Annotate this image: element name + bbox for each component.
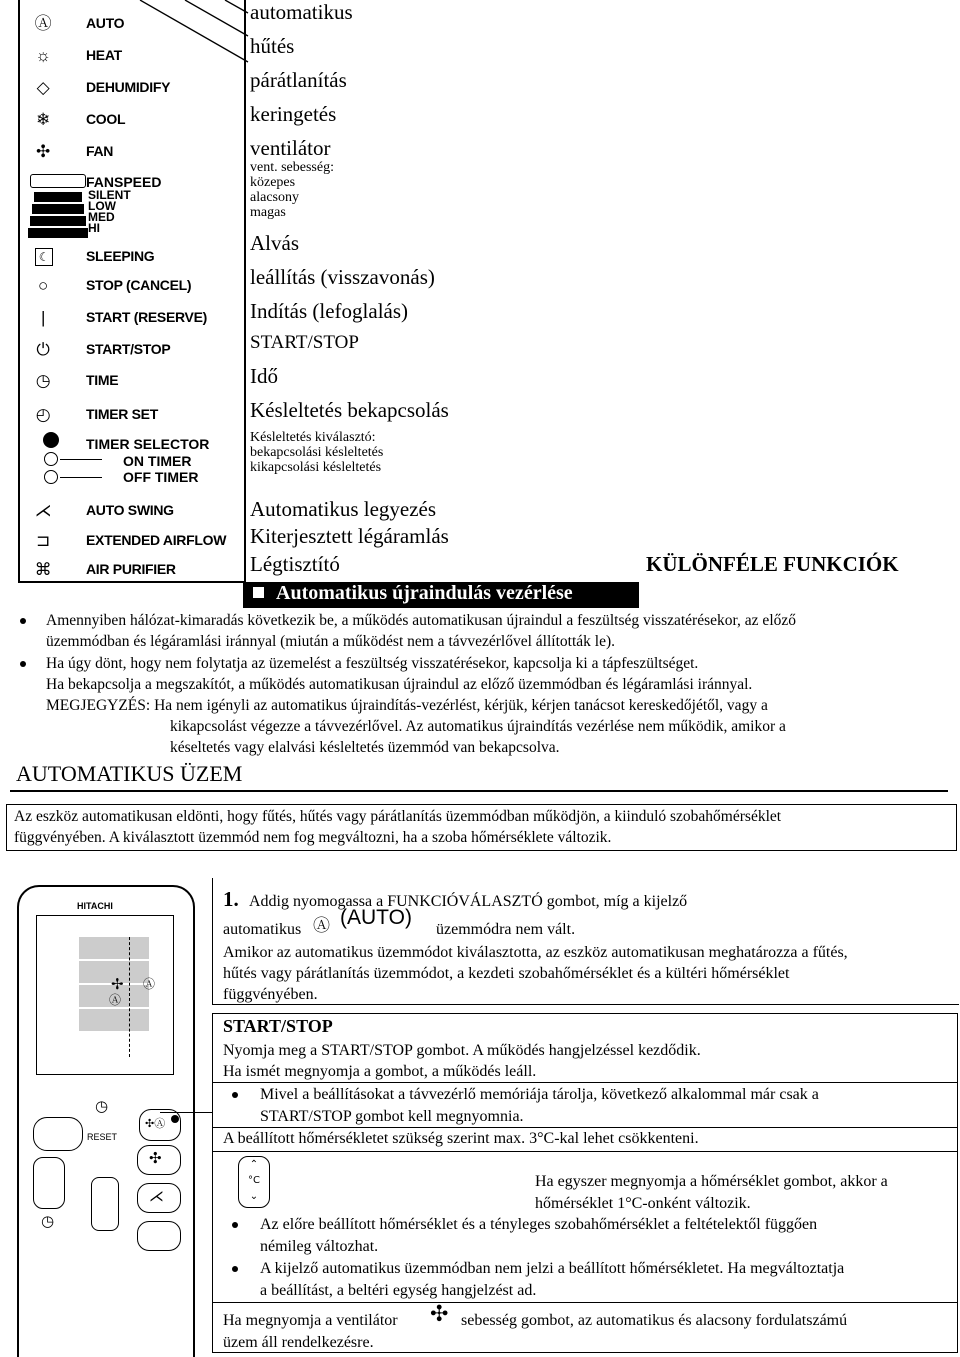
step1-l2b: üzemmódra nem vált. (436, 921, 576, 938)
restart-note-l3: késeltetés vagy elalvási késleltetés üzemmód van bekapcsolva. (170, 739, 560, 756)
legend-row-time: ◷ TIME (20, 369, 244, 393)
time-icon: ◷ (35, 371, 51, 391)
restart-title: Automatikus újraindulás vezérlése (276, 582, 573, 604)
legend-row-auto: Ⓐ AUTO (20, 12, 244, 36)
legend-row-autoswing: ⋌ AUTO SWING (20, 499, 244, 523)
ss-b3-l2: a beállítást, a beltéri egység hangjelzést ad. (260, 1282, 537, 1299)
timer-set-icon: ◴ (35, 405, 51, 425)
hu-auto: automatikus (250, 0, 353, 24)
legend-row-start: | START (RESERVE) (20, 306, 244, 330)
legend-row-timerset: ◴ TIMER SET (20, 403, 244, 427)
hu-autoswing: Automatikus legyezés (250, 497, 437, 521)
restart-note-l2: kikapcsolást végezze a távvezérlővel. Az automatikus újraindítás vezérlése nem működik, amikor a (170, 718, 786, 735)
legend-row-cool: ❄ COOL (20, 108, 244, 132)
ss-l1: Nyomja meg a START/STOP gombot. A működés hangjelzéssel kezdődik. (223, 1042, 701, 1059)
heat-icon: ☼ (35, 46, 51, 65)
ss-b2-l2: némileg változhat. (260, 1238, 379, 1255)
ss-temp-l1: A beállított hőmérsékletet szükség szerint max. 3°C-kal lehet csökkenteni. (223, 1130, 699, 1147)
hu-fan: ventilátor (250, 136, 331, 160)
bullet-icon (232, 1266, 238, 1272)
legend-row-extended: ⊐ EXTENDED AIRFLOW (20, 529, 244, 553)
on-timer-icon (44, 452, 58, 466)
fanspeed-bar-silent (34, 192, 82, 202)
auto-swing-icon: ⋌ (34, 501, 52, 521)
ss-press-l2: hőmérséklet 1°C-onként változik. (535, 1195, 751, 1212)
step1-l2a: automatikus (223, 921, 302, 938)
temp-button[interactable] (33, 1157, 65, 1209)
air-purifier-icon: ⌘ (34, 560, 52, 580)
ss-b2-l1: Az előre beállított hőmérséklet és a tényleges szobahőmérséklet a feltételektől függően (260, 1216, 818, 1233)
remote-brand: HITACHI (77, 901, 113, 911)
hu-sleeping: Alvás (250, 231, 299, 255)
extended-button[interactable] (137, 1221, 181, 1251)
ss-b3-l1: A kijelző automatikus üzemmódban nem jelzi a beállított hőmérsékletet. Ha megváltoztatja (260, 1260, 845, 1277)
stop-icon: ○ (38, 276, 48, 295)
fanspeed-bar-hi (28, 228, 88, 238)
remote-control (17, 885, 195, 1357)
step1-l1: Addig nyomogassa a FUNKCIÓVÁLASZTÓ gombot, míg a kijelző (249, 893, 688, 910)
auto-badge: (AUTO) (340, 906, 412, 929)
auto-desc-l1: Az eszköz automatikusan eldönti, hogy fűtés, hűtés vagy párátlanítás üzemmódban működjön, a kiinduló szobahőmérséklet (14, 808, 782, 825)
legend-row-sleeping: ☾ SLEEPING (20, 245, 244, 269)
sleeping-icon: ☾ (35, 248, 53, 266)
on-timer-label: ON TIMER (123, 453, 192, 469)
bullet-icon (232, 1092, 238, 1098)
fanspeed-bar-med (30, 216, 86, 226)
hu-cool: keringetés (250, 102, 337, 126)
hu-fanspeed: vent. sebesség: közepes alacsony magas (250, 160, 334, 220)
fan-button-icon: ✣ (149, 1149, 162, 1167)
pointer-dot (171, 1115, 179, 1123)
auto-mode-title: AUTOMATIKUS ÜZEM (16, 761, 243, 786)
fan-icon: ✣ (430, 1302, 449, 1327)
power-icon: ⏻ (36, 340, 50, 360)
hu-time: Idő (250, 364, 278, 388)
auto-desc-l2: függvényében. A kiválasztott üzemmód nem fog megváltozni, ha a szoba hőmérséklete változik. (14, 829, 612, 846)
fanspeed-label: FANSPEED (86, 174, 162, 190)
start-stop-button[interactable] (33, 1117, 83, 1151)
legend-row-purifier: ⌘ AIR PURIFIER (20, 558, 244, 582)
startstop-title: START/STOP (223, 1016, 333, 1036)
hu-timerselector: Késleltetés kiválasztó: bekapcsolási késleltetés kikapcsolási késleltetés (250, 430, 384, 475)
legend-panel (18, 0, 246, 583)
ss-l2: Ha ismét megnyomja a gombot, a működés leáll. (223, 1063, 537, 1080)
off-timer-icon (44, 470, 58, 484)
hu-stop: leállítás (visszavonás) (250, 265, 435, 289)
off-timer-label: OFF TIMER (123, 469, 199, 485)
title-underline (10, 790, 948, 792)
display-auto-icon: Ⓐ (109, 993, 122, 1007)
auto-icon: Ⓐ (34, 14, 52, 33)
timer-selector-label: TIMER SELECTOR (86, 436, 210, 452)
restart-b1-l2: üzemmódban és légáramlási iránnyal (miután a működést nem a távvezérlővel állították le). (46, 633, 615, 650)
auto-mode-icon: Ⓐ (313, 916, 330, 936)
extended-airflow-icon: ⊐ (36, 531, 50, 551)
ss-fan-l1b: sebesség gombot, az automatikus és alacsony fordulatszámú (461, 1312, 848, 1329)
hu-purifier: Légtisztító (250, 552, 340, 576)
step1-l5: függvényében. (223, 986, 318, 1003)
section-misc-title: KÜLÖNFÉLE FUNKCIÓK (646, 552, 899, 576)
step1-l4: hűtés vagy párátlanítás üzemmódot, a kezdeti szobahőmérséklet és a kültéri hőmérséklet (223, 965, 790, 982)
dehumidify-icon: ◇ (36, 78, 50, 97)
step1-l3: Amikor az automatikus üzemmódot kiválasztotta, az eszköz automatikusan meghatározza a fűtés, (223, 944, 848, 961)
restart-b2-l1: Ha úgy dönt, hogy nem folytatja az üzemelést a feszültség visszatérésekor, kapcsolja ki a tápfeszültséget. (46, 655, 699, 672)
fanspeed-bar-low (32, 204, 84, 214)
bullet-icon (232, 1222, 238, 1228)
ss-b1-l2: START/STOP gombot kell megnyomnia. (260, 1108, 524, 1125)
ss-b1-l1: Mivel a beállításokat a távvezérlő memóriája tárolja, következő alkalommal már csak a (260, 1086, 819, 1103)
hu-start: Indítás (lefoglalás) (250, 299, 409, 323)
legend-row-dehumidify: ◇ DEHUMIDIFY (20, 76, 244, 100)
ss-press-l1: Ha egyszer megnyomja a hőmérséklet gombot, akkor a (535, 1173, 888, 1190)
fanspeed-levels: SILENT LOW MED HI (88, 188, 131, 235)
restart-b1-l1: Amennyiben hálózat-kimaradás következik be, a működés automatikusan újraindul a feszültség visszatérésekor, az előző (46, 612, 797, 629)
fanspeed-icon (30, 174, 86, 188)
timer-up-down-button[interactable] (91, 1177, 119, 1231)
reset-label: RESET (87, 1132, 118, 1142)
display-auto-icon-2: Ⓐ (143, 977, 156, 991)
hu-heat: hűtés (250, 34, 295, 58)
hu-dehumidify: párátlanítás (250, 68, 347, 92)
temp-button-icon: ⌃ °C ⌄ (238, 1156, 270, 1208)
legend-row-fan: ✣ FAN (20, 140, 244, 164)
cool-icon: ❄ (36, 110, 50, 129)
ss-fan-l2: üzem áll rendelkezésre. (223, 1334, 374, 1351)
legend-row-startstop: ⏻ START/STOP (20, 338, 244, 362)
off-timer-button[interactable]: ◷ (41, 1212, 55, 1230)
ss-fan-l1a: Ha megnyomja a ventilátor (223, 1312, 398, 1329)
fan-icon: ✣ (36, 142, 50, 161)
legend-row-stop: ○ STOP (CANCEL) (20, 274, 244, 298)
bullet-icon (20, 618, 26, 624)
step-number: 1. (223, 887, 239, 911)
function-button-icons: ✣Ⓐ (145, 1117, 166, 1130)
legend-row-heat: ☼ HEAT (20, 44, 244, 68)
swing-button-icon: ⋌ (149, 1187, 164, 1205)
bullet-icon (20, 661, 26, 667)
hu-extended: Kiterjesztett légáramlás (250, 524, 449, 548)
start-icon: | (40, 308, 46, 327)
display-fan-icon: ✢ (111, 975, 124, 993)
hu-startstop: START/STOP (250, 332, 359, 353)
hu-timerset: Késleltetés bekapcsolás (250, 398, 449, 422)
timer-button[interactable]: ◷ (95, 1097, 109, 1115)
restart-b2-l2: Ha bekapcsolja a megszakítót, a működés automatikusan újraindul az előző üzemmódban és légáramlási iránnyal. (46, 676, 753, 693)
checkbox-icon (253, 587, 264, 598)
restart-note-l1: MEGJEGYZÉS: Ha nem igényli az automatikus újraindítás-vezérlést, kérjük, kérjen tanácsot kereskedőjétől, vagy a (46, 697, 768, 714)
timer-selector-icon (43, 432, 59, 448)
